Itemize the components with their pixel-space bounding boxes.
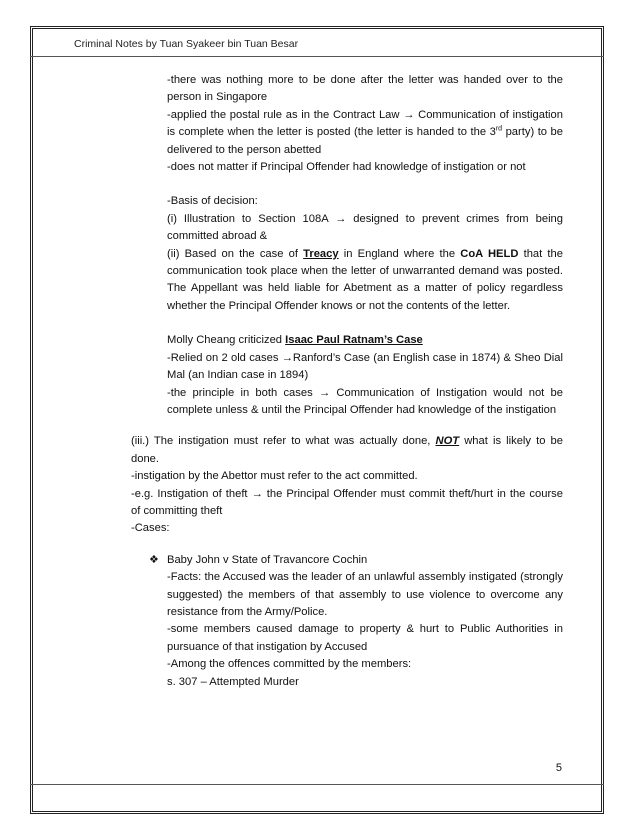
diamond-bullet-icon: ❖ [149,553,159,566]
case-name-isaac: Isaac Paul Ratnam’s Case [285,334,423,347]
case-heading: ❖ Baby John v State of Travancore Cochin [167,552,563,569]
arrow-icon: → [403,108,415,121]
paragraph-basis: -Basis of decision: [167,195,258,208]
paragraph-after-letter: -there was nothing more to be done after the letter was handed over to the person in Singapore [167,74,563,104]
paragraph-instigation-act: -instigation by the Abettor must refer to the act committed. [131,470,418,483]
page-number: 5 [555,762,562,774]
paragraph-illustration: (i) Illustration to Section 108A → designed to prevent crimes from being committed abroad & [167,212,563,243]
paragraph-postal-rule: -applied the postal rule as in the Contract Law → Communication of instigation is complete when the letter is posted (the letter is handed to the 3rd party) to be delivered to the person abetted [167,108,563,156]
paragraph-offences: -Among the offences committed by the members: [167,658,412,671]
document-body [0,72,638,691]
arrow-icon: → [281,351,293,364]
paragraph-treacy: (ii) Based on the case of Treacy in England where the CoA HELD that the communication took place when the letter of unwarranted demand was posted. The Appellant was held liable for Abetment as a matter of policy regardless whether the Principal Offender knows or not the contents of the letter. [167,247,563,312]
paragraph-point-iii: (iii.) The instigation must refer to what was actually done, NOT what is likely to be done. [131,435,563,465]
paragraph-s307: s. 307 – Attempted Murder [167,675,299,688]
footer-divider [30,784,604,785]
held-label: CoA HELD [460,247,519,260]
arrow-icon: → [318,386,331,399]
paragraph-principle: -the principle in both cases → Communication of Instigation would not be complete unless & until the Principal Offender had knowledge of the instigation [167,386,563,416]
paragraph-facts: -Facts: the Accused was the leader of an unlawful assembly instigated (strongly suggested) the members of that assembly to use violence to overcome any resistance from the Army/Police. [167,571,563,618]
paragraph-example: -e.g. Instigation of theft → the Principal Offender must commit theft/hurt in the course of committing theft [131,487,563,517]
paragraph-damage: -some members caused damage to property & hurt to Public Authorities in pursuance of that instigation by Accused [167,623,563,653]
arrow-icon: → [335,212,347,225]
paragraph-molly-cheang: Molly Cheang criticized Isaac Paul Ratnam’s Case [167,334,423,347]
arrow-icon: → [251,487,263,500]
paragraph-cases-label: -Cases: [131,522,170,535]
page-header: Criminal Notes by Tuan Syakeer bin Tuan Besar [74,38,299,50]
header-divider [30,56,604,57]
paragraph-old-cases: -Relied on 2 old cases →Ranford’s Case (an English case in 1874) & Sheo Dial Mal (an Indian case in 1894) [167,351,563,382]
case-name-treacy: Treacy [303,247,339,260]
paragraph-knowledge: -does not matter if Principal Offender had knowledge of instigation or not [167,161,526,174]
not-emphasis: NOT [435,435,460,448]
